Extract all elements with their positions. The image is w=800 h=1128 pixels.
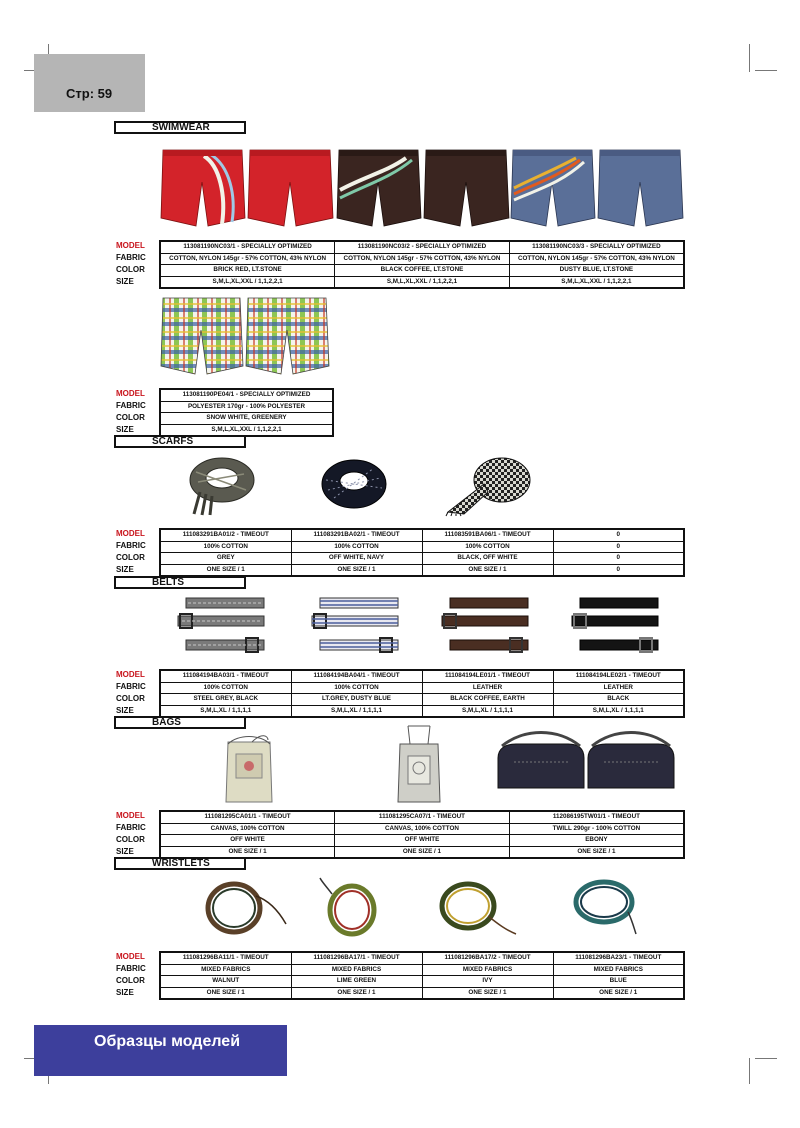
plaid-shorts-icon (160, 294, 332, 378)
label-model: MODEL (116, 389, 145, 398)
cell-model: 113081190NC03/2 - SPECIALLY OPTIMIZED (335, 241, 510, 253)
cell-fabric: MIXED FABRICS (553, 964, 684, 976)
label-size: SIZE (116, 277, 134, 286)
label-color: COLOR (116, 553, 145, 562)
section-title-bags: BAGS (114, 716, 246, 729)
cell-fabric: 100% COTTON (160, 682, 291, 694)
scarf-icon (444, 454, 532, 516)
cell-color: BLACK COFFEE, LT.STONE (335, 265, 510, 277)
page-number: Стр: 59 (66, 86, 113, 101)
label-fabric: FABRIC (116, 682, 146, 691)
cell-fabric: 100% COTTON (291, 541, 422, 553)
cell-model: 111084194LE02/1 - TIMEOUT (553, 670, 684, 682)
tote-bag-icon (396, 724, 442, 804)
label-color: COLOR (116, 265, 145, 274)
row-color (160, 553, 684, 565)
cell-model: 111081296BA17/2 - TIMEOUT (422, 952, 553, 964)
cell-fabric: COTTON, NYLON 145gr - 57% COTTON, 43% NYLON (160, 253, 335, 265)
cell-size: S,M,L,XL,XXL / 1,1,2,2,1 (509, 276, 684, 288)
label-model: MODEL (116, 952, 145, 961)
board-shorts-icon (160, 146, 336, 230)
scarf-icon (186, 452, 258, 516)
cell-size: ONE SIZE / 1 (160, 987, 291, 999)
label-fabric: FABRIC (116, 541, 146, 550)
scarf-icon (320, 454, 388, 512)
belt-icon (310, 596, 402, 658)
label-fabric: FABRIC (116, 964, 146, 973)
footer-title: Образцы моделей (94, 1033, 241, 1050)
section-title-scarfs: SCARFS (114, 435, 246, 448)
drawstring-bag-icon (222, 732, 276, 806)
cell-model: 111081295CA07/1 - TIMEOUT (335, 811, 510, 823)
cell-model: 113081190PE04/1 - SPECIALLY OPTIMIZED (160, 389, 333, 401)
cell-model: 111084194LE01/1 - TIMEOUT (422, 670, 553, 682)
row-size (160, 564, 684, 576)
row-color (160, 413, 333, 425)
cell-fabric: LEATHER (553, 682, 684, 694)
cell-size: 0 (553, 564, 684, 576)
row-model (160, 952, 684, 964)
cell-fabric: COTTON, NYLON 145gr - 57% COTTON, 43% NYLON (335, 253, 510, 265)
row-fabric (160, 541, 684, 553)
label-model: MODEL (116, 811, 145, 820)
label-color: COLOR (116, 413, 145, 422)
label-fabric: FABRIC (116, 401, 146, 410)
spec-table-bags (159, 810, 685, 859)
cell-color: BLUE (553, 976, 684, 988)
cell-size: ONE SIZE / 1 (509, 846, 684, 858)
cell-size: ONE SIZE / 1 (291, 987, 422, 999)
board-shorts-icon (336, 146, 512, 230)
section-title-belts: BELTS (114, 576, 246, 589)
cell-color: WALNUT (160, 976, 291, 988)
label-model: MODEL (116, 241, 145, 250)
cell-color: LT.GREY, DUSTY BLUE (291, 694, 422, 706)
label-size: SIZE (116, 988, 134, 997)
section-title-wristlets: WRISTLETS (114, 857, 246, 870)
cell-model: 113081190NC03/1 - SPECIALLY OPTIMIZED (160, 241, 335, 253)
belt-icon (440, 596, 532, 658)
label-fabric: FABRIC (116, 823, 146, 832)
cell-size: S,M,L,XL / 1,1,1,1 (291, 705, 422, 717)
cell-fabric: CANVAS, 100% COTTON (335, 823, 510, 835)
belt-icon (570, 596, 662, 658)
row-color (160, 976, 684, 988)
cell-size: S,M,L,XL / 1,1,1,1 (422, 705, 553, 717)
wristlet-icon (570, 876, 642, 936)
label-model: MODEL (116, 670, 145, 679)
label-color: COLOR (116, 976, 145, 985)
row-size (160, 987, 684, 999)
cell-fabric: 100% COTTON (422, 541, 553, 553)
cell-color: BRICK RED, LT.STONE (160, 265, 335, 277)
wristlet-icon (202, 876, 290, 940)
cell-size: ONE SIZE / 1 (335, 846, 510, 858)
cell-size: S,M,L,XL / 1,1,1,1 (160, 705, 291, 717)
cell-fabric: 100% COTTON (160, 541, 291, 553)
cell-model: 111081296BA23/1 - TIMEOUT (553, 952, 684, 964)
page-number-box (34, 54, 145, 112)
row-model (160, 529, 684, 541)
cell-color: BLACK (553, 694, 684, 706)
row-model (160, 670, 684, 682)
cell-color: GREY (160, 553, 291, 565)
cell-model: 0 (553, 529, 684, 541)
cell-model: 111081296BA17/1 - TIMEOUT (291, 952, 422, 964)
row-fabric (160, 401, 333, 413)
spec-table-scarfs (159, 528, 685, 577)
row-fabric (160, 253, 684, 265)
row-size (160, 276, 684, 288)
cell-fabric: CANVAS, 100% COTTON (160, 823, 335, 835)
section-title-swimwear: SWIMWEAR (114, 121, 246, 134)
cell-model: 111083291BA02/1 - TIMEOUT (291, 529, 422, 541)
cell-fabric: 0 (553, 541, 684, 553)
cell-color: LIME GREEN (291, 976, 422, 988)
cell-fabric: POLYESTER 170gr - 100% POLYESTER (160, 401, 333, 413)
cell-model: 111083291BA01/2 - TIMEOUT (160, 529, 291, 541)
row-color (160, 694, 684, 706)
cell-size: ONE SIZE / 1 (160, 564, 291, 576)
label-color: COLOR (116, 694, 145, 703)
label-model: MODEL (116, 529, 145, 538)
cell-color: DUSTY BLUE, LT.STONE (509, 265, 684, 277)
cell-model: 111084194BA03/1 - TIMEOUT (160, 670, 291, 682)
cell-size: ONE SIZE / 1 (422, 987, 553, 999)
label-fabric: FABRIC (116, 253, 146, 262)
cell-size: S,M,L,XL,XXL / 1,1,2,2,1 (160, 276, 335, 288)
cell-color: STEEL GREY, BLACK (160, 694, 291, 706)
cell-model: 111081296BA11/1 - TIMEOUT (160, 952, 291, 964)
cell-model: 112086195TW01/1 - TIMEOUT (509, 811, 684, 823)
cell-color: OFF WHITE (335, 835, 510, 847)
cell-color: BLACK, OFF WHITE (422, 553, 553, 565)
label-color: COLOR (116, 835, 145, 844)
row-color (160, 835, 684, 847)
cell-fabric: MIXED FABRICS (291, 964, 422, 976)
cell-model: 111084194BA04/1 - TIMEOUT (291, 670, 422, 682)
cell-fabric: LEATHER (422, 682, 553, 694)
row-model (160, 241, 684, 253)
cell-size: S,M,L,XL,XXL / 1,1,2,2,1 (160, 424, 333, 436)
cell-size: ONE SIZE / 1 (160, 846, 335, 858)
spec-table-belts (159, 669, 685, 718)
label-size: SIZE (116, 565, 134, 574)
cell-model: 111083591BA06/1 - TIMEOUT (422, 529, 553, 541)
label-size: SIZE (116, 425, 134, 434)
cell-fabric: COTTON, NYLON 145gr - 57% COTTON, 43% NYLON (509, 253, 684, 265)
label-size: SIZE (116, 706, 134, 715)
row-model (160, 811, 684, 823)
cell-color: EBONY (509, 835, 684, 847)
spec-table-wristlets (159, 951, 685, 1000)
row-fabric (160, 823, 684, 835)
cell-size: ONE SIZE / 1 (422, 564, 553, 576)
cell-size: S,M,L,XL / 1,1,1,1 (553, 705, 684, 717)
cell-fabric: 100% COTTON (291, 682, 422, 694)
cell-fabric: TWILL 290gr - 100% COTTON (509, 823, 684, 835)
cell-color: 0 (553, 553, 684, 565)
row-model (160, 389, 333, 401)
row-fabric (160, 682, 684, 694)
wristlet-icon (318, 876, 382, 940)
cell-size: ONE SIZE / 1 (291, 564, 422, 576)
cell-fabric: MIXED FABRICS (160, 964, 291, 976)
cell-color: SNOW WHITE, GREENERY (160, 413, 333, 425)
cell-fabric: MIXED FABRICS (422, 964, 553, 976)
cell-model: 113081190NC03/3 - SPECIALLY OPTIMIZED (509, 241, 684, 253)
cell-size: S,M,L,XL,XXL / 1,1,2,2,1 (335, 276, 510, 288)
row-color (160, 265, 684, 277)
cell-color: IVY (422, 976, 553, 988)
cell-model: 111081295CA01/1 - TIMEOUT (160, 811, 335, 823)
cell-color: BLACK COFFEE, EARTH (422, 694, 553, 706)
belt-icon (176, 596, 268, 658)
spec-table-swimwear-plaid (159, 388, 334, 437)
board-shorts-icon (510, 146, 686, 230)
cell-color: OFF WHITE (160, 835, 335, 847)
wristlet-icon (436, 876, 520, 940)
cell-size: ONE SIZE / 1 (553, 987, 684, 999)
duffel-bag-icon (494, 732, 676, 796)
cell-color: OFF WHITE, NAVY (291, 553, 422, 565)
row-fabric (160, 964, 684, 976)
label-size: SIZE (116, 847, 134, 856)
spec-table-swimwear (159, 240, 685, 289)
